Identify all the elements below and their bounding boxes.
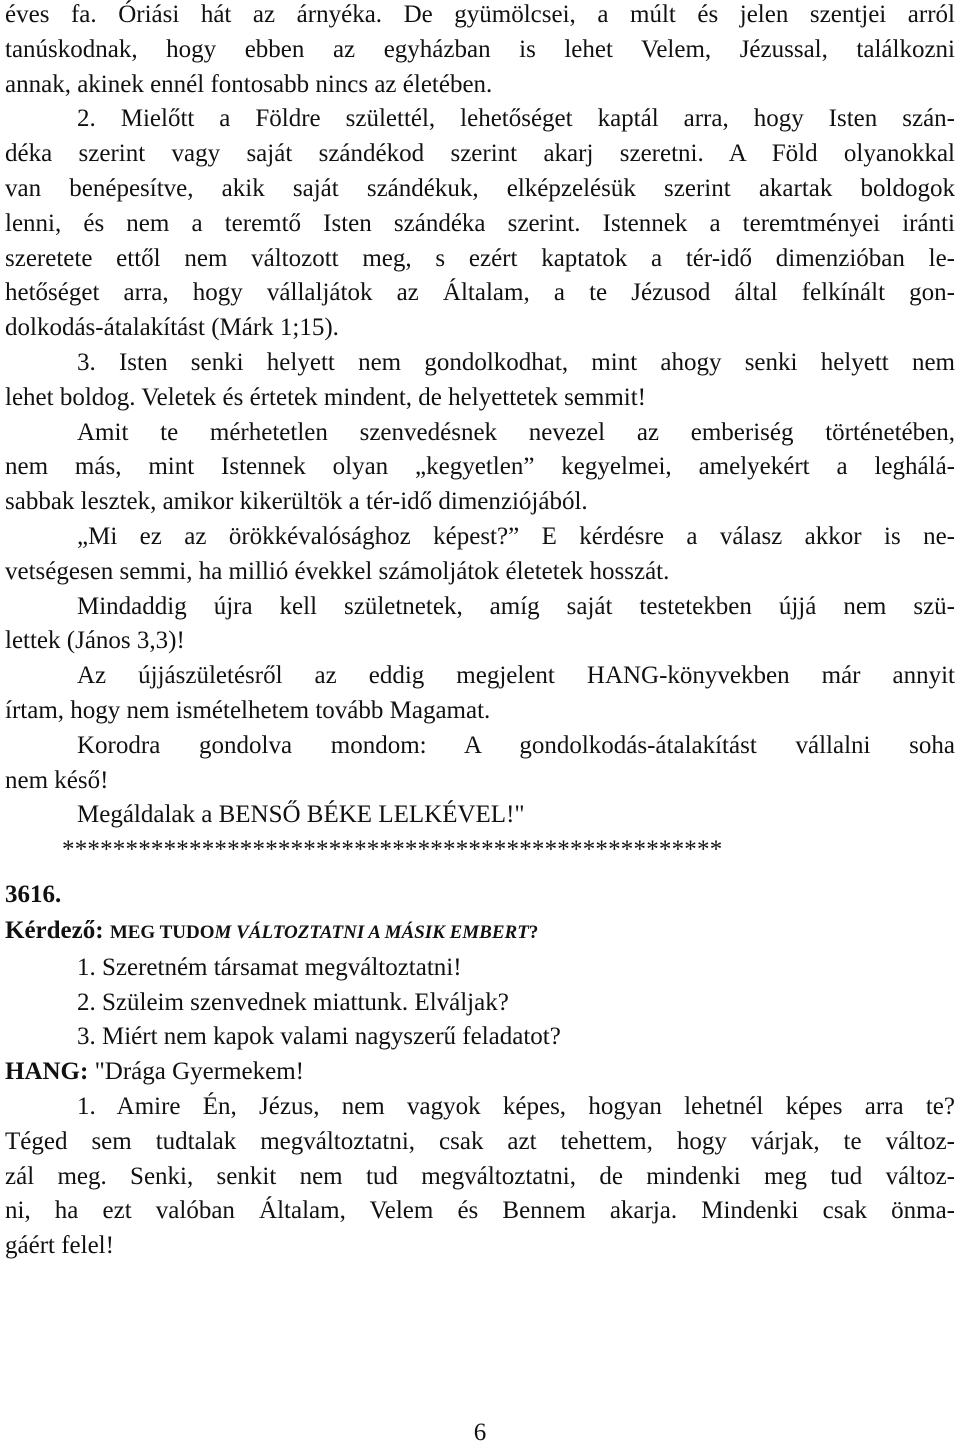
text-line: 1. Amire Én, Jézus, nem vagyok képes, hogyan lehetnél képes arra te? bbox=[77, 1092, 955, 1120]
answer-heading bbox=[5, 1055, 955, 1090]
text-line: Korodra gondolva mondom: A gondolkodás-átalakítást vállalni soha bbox=[77, 731, 955, 759]
text-line: lettek (János 3,3)! bbox=[5, 627, 185, 655]
paragraph-closing bbox=[5, 798, 955, 833]
text-line: ni, ha ezt valóban Általam, Velem és Bennem akarja. Mindenki csak önma- bbox=[5, 1197, 955, 1225]
text-line: Az újjászületésről az eddig megjelent HANG-könyvekben már annyit bbox=[77, 662, 955, 690]
paragraph bbox=[5, 659, 955, 729]
text-line: zál meg. Senki, senkit nem tud megváltoztatni, de mindenki meg tud változ- bbox=[5, 1162, 955, 1190]
paragraph-point-2 bbox=[5, 102, 955, 346]
text-line: gáért felel! bbox=[5, 1232, 114, 1260]
paragraph-point-3 bbox=[5, 346, 955, 416]
entry-number: 3616. bbox=[5, 880, 62, 908]
text-line: nem más, mint Istennek olyan „kegyetlen” kegyelmei, amelyekért a leghálá- bbox=[5, 453, 955, 481]
text-line: annak, akinek ennél fontosabb nincs az életében. bbox=[5, 70, 493, 98]
text-line: van benépesítve, akik saját szándékuk, elképzelésük szerint akartak boldogok bbox=[5, 174, 955, 202]
question-title-italic-part: M VÁLTOZTATNI A MÁSIK EMBERT bbox=[214, 921, 529, 943]
text-line: Megáldalak a BENSŐ BÉKE LELKÉVEL!" bbox=[77, 801, 525, 829]
paragraph bbox=[5, 729, 955, 799]
answer-label: HANG: bbox=[5, 1058, 89, 1086]
answer-greeting: "Drága Gyermekem! bbox=[88, 1058, 304, 1086]
question-item: 1. Szeretném társamat megváltoztatni! bbox=[77, 953, 462, 981]
paragraph bbox=[5, 590, 955, 660]
text-line: írtam, hogy nem ismételhetem tovább Magamat. bbox=[5, 696, 491, 724]
text-line: tanúskodnak, hogy ebben az egyházban is lehet Velem, Jézussal, találkozni bbox=[5, 35, 955, 63]
text-line: Mindaddig újra kell születnetek, amíg saját testetekben újjá nem szü- bbox=[77, 592, 955, 620]
text-line: éves fa. Óriási hát az árnyéka. De gyümölcsei, a múlt és jelen szentjei arról bbox=[5, 1, 955, 28]
text-line: Téged sem tudtalak megváltoztatni, csak azt tehettem, hogy várjak, te változ- bbox=[5, 1127, 955, 1155]
question-heading bbox=[5, 914, 955, 951]
question-title-mark: ? bbox=[528, 921, 539, 943]
text-line: vetségesen semmi, ha millió évekkel számoljátok életetek hosszát. bbox=[5, 557, 670, 585]
paragraph bbox=[5, 416, 955, 520]
text-line: sabbak lesztek, amikor kikerültök a tér-idő dimenziójából. bbox=[5, 488, 588, 516]
text-line: 2. Mielőtt a Földre születtél, lehetőséget kaptál arra, hogy Isten szán- bbox=[77, 105, 955, 133]
text-line: szeretete ettől nem változott meg, s ezért kaptatok a tér-idő dimenzióban le- bbox=[5, 244, 955, 272]
question-item: 3. Miért nem kapok valami nagyszerű feladatot? bbox=[77, 1023, 561, 1051]
text-line: lehet boldog. Veletek és értetek mindent, de helyettetek semmit! bbox=[5, 383, 647, 411]
text-line: 3. Isten senki helyett nem gondolkodhat, mint ahogy senki helyett nem bbox=[77, 348, 955, 376]
document-page bbox=[5, 0, 955, 1264]
question-title-part: MEG TUDO bbox=[109, 921, 215, 943]
answer-block bbox=[5, 1055, 955, 1264]
paragraph bbox=[5, 520, 955, 590]
page-number: 6 bbox=[473, 1419, 487, 1446]
text-line: dolkodás-átalakítást (Márk 1;15). bbox=[5, 314, 339, 342]
question-label: Kérdező: bbox=[5, 916, 104, 944]
text-line: „Mi ez az örökkévalósághoz képest?” E kérdésre a válasz akkor is ne- bbox=[77, 522, 955, 550]
question-block bbox=[5, 914, 955, 1055]
text-line: nem késő! bbox=[5, 766, 109, 794]
question-item: 2. Szüleim szenvednek miattunk. Elváljak? bbox=[77, 988, 509, 1016]
section-separator: **************************************************** bbox=[62, 836, 723, 864]
text-line: déka szerint vagy saját szándékod szerint akarj szeretni. A Föld olyanokkal bbox=[5, 140, 955, 168]
text-line: lenni, és nem a teremtő Isten szándéka szerint. Istennek a teremtményei iránti bbox=[5, 209, 955, 237]
text-line: Amit te mérhetetlen szenvedésnek nevezel az emberiség történetében, bbox=[77, 418, 955, 446]
paragraph-continuation bbox=[5, 0, 955, 102]
text-line: hetőséget arra, hogy vállaljátok az Általam, a te Jézusod által felkínált gon- bbox=[5, 279, 955, 307]
